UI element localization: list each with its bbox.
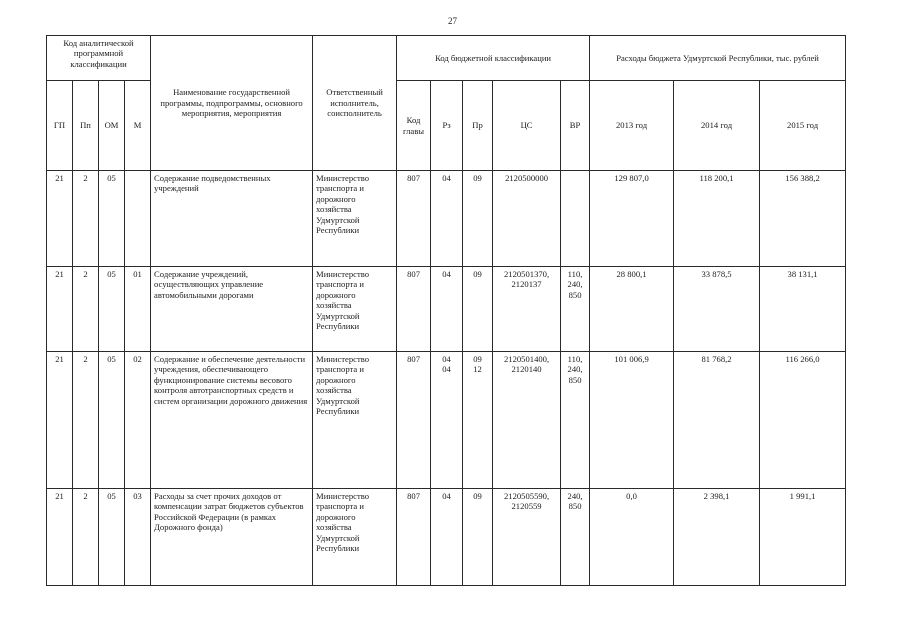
year-2015-cell: 38 131,1 — [760, 267, 846, 352]
expenses-header: Расходы бюджета Удмуртской Республики, тыс. рублей — [590, 36, 846, 81]
year-2015-cell: 1 991,1 — [760, 489, 846, 586]
rz-cell: 04 — [431, 489, 463, 586]
gp-header: ГП — [47, 81, 73, 171]
responsible-header: Ответственный исполнитель, соисполнитель — [313, 36, 397, 171]
pp-cell: 2 — [73, 352, 99, 489]
year-2014-header: 2014 год — [674, 81, 760, 171]
cs-cell: 2120505590, 2120559 — [493, 489, 561, 586]
pp-cell: 2 — [73, 171, 99, 267]
kod-glavy-header: Код главы — [397, 81, 431, 171]
year-2013-header: 2013 год — [590, 81, 674, 171]
rz-header: Рз — [431, 81, 463, 171]
name-cell: Содержание учреждений, осуществляющих управление автомобильными дорогами — [151, 267, 313, 352]
year-2013-cell: 28 800,1 — [590, 267, 674, 352]
responsible-cell: Министерство транспорта и дорожного хозяйства Удмуртской Республики — [313, 352, 397, 489]
pr-cell: 09 — [463, 267, 493, 352]
vr-cell: 110, 240, 850 — [561, 352, 590, 489]
cs-cell: 2120501370, 2120137 — [493, 267, 561, 352]
kod-glavy-cell: 807 — [397, 352, 431, 489]
om-cell: 05 — [99, 489, 125, 586]
year-2013-cell: 0,0 — [590, 489, 674, 586]
om-cell: 05 — [99, 352, 125, 489]
vr-cell: 110, 240, 850 — [561, 267, 590, 352]
name-cell: Содержание подведомственных учреждений — [151, 171, 313, 267]
om-cell: 05 — [99, 267, 125, 352]
table-header-row — [47, 36, 846, 81]
m-cell — [125, 171, 151, 267]
pp-cell: 2 — [73, 267, 99, 352]
pr-header: Пр — [463, 81, 493, 171]
analytic-code-header: Код аналитической программной классификации — [47, 36, 151, 81]
pr-cell: 09 — [463, 171, 493, 267]
m-header: М — [125, 81, 151, 171]
year-2013-cell: 101 006,9 — [590, 352, 674, 489]
pr-cell: 09 — [463, 489, 493, 586]
om-cell: 05 — [99, 171, 125, 267]
table-row — [47, 352, 846, 489]
name-cell: Содержание и обеспечение деятельности учреждения, обеспечивающего функционирование системы весового контроля автотранспортных средств и систем организации дорожного движения — [151, 352, 313, 489]
vr-cell — [561, 171, 590, 267]
year-2014-cell: 2 398,1 — [674, 489, 760, 586]
kod-glavy-cell: 807 — [397, 171, 431, 267]
year-2015-cell: 156 388,2 — [760, 171, 846, 267]
rz-cell: 04 — [431, 267, 463, 352]
year-2015-cell: 116 266,0 — [760, 352, 846, 489]
responsible-cell: Министерство транспорта и дорожного хозяйства Удмуртской Республики — [313, 489, 397, 586]
vr-cell: 240, 850 — [561, 489, 590, 586]
table-row — [47, 171, 846, 267]
m-cell: 01 — [125, 267, 151, 352]
page-number: 27 — [448, 16, 457, 26]
name-cell: Расходы за счет прочих доходов от компенсации затрат бюджетов субъектов Российской Федерации (в рамках Дорожного фонда) — [151, 489, 313, 586]
budget-expenses-table — [46, 35, 846, 586]
cs-cell: 2120500000 — [493, 171, 561, 267]
cs-cell: 2120501400, 2120140 — [493, 352, 561, 489]
gp-cell: 21 — [47, 352, 73, 489]
year-2014-cell: 118 200,1 — [674, 171, 760, 267]
gp-cell: 21 — [47, 489, 73, 586]
budget-code-header: Код бюджетной классификации — [397, 36, 590, 81]
gp-cell: 21 — [47, 171, 73, 267]
responsible-cell: Министерство транспорта и дорожного хозяйства Удмуртской Республики — [313, 267, 397, 352]
kod-glavy-cell: 807 — [397, 267, 431, 352]
year-2014-cell: 81 768,2 — [674, 352, 760, 489]
gp-cell: 21 — [47, 267, 73, 352]
rz-cell: 04 — [431, 171, 463, 267]
cs-header: ЦС — [493, 81, 561, 171]
m-cell: 02 — [125, 352, 151, 489]
m-cell: 03 — [125, 489, 151, 586]
year-2014-cell: 33 878,5 — [674, 267, 760, 352]
table-row — [47, 489, 846, 586]
om-header: ОМ — [99, 81, 125, 171]
year-2015-header: 2015 год — [760, 81, 846, 171]
pr-cell: 09 12 — [463, 352, 493, 489]
year-2013-cell: 129 807,0 — [590, 171, 674, 267]
kod-glavy-cell: 807 — [397, 489, 431, 586]
pp-header: Пп — [73, 81, 99, 171]
name-header: Наименование государственной программы, подпрограммы, основного мероприятия, мероприятия — [151, 36, 313, 171]
pp-cell: 2 — [73, 489, 99, 586]
responsible-cell: Министерство транспорта и дорожного хозяйства Удмуртской Республики — [313, 171, 397, 267]
rz-cell: 04 04 — [431, 352, 463, 489]
table-row — [47, 267, 846, 352]
vr-header: ВР — [561, 81, 590, 171]
